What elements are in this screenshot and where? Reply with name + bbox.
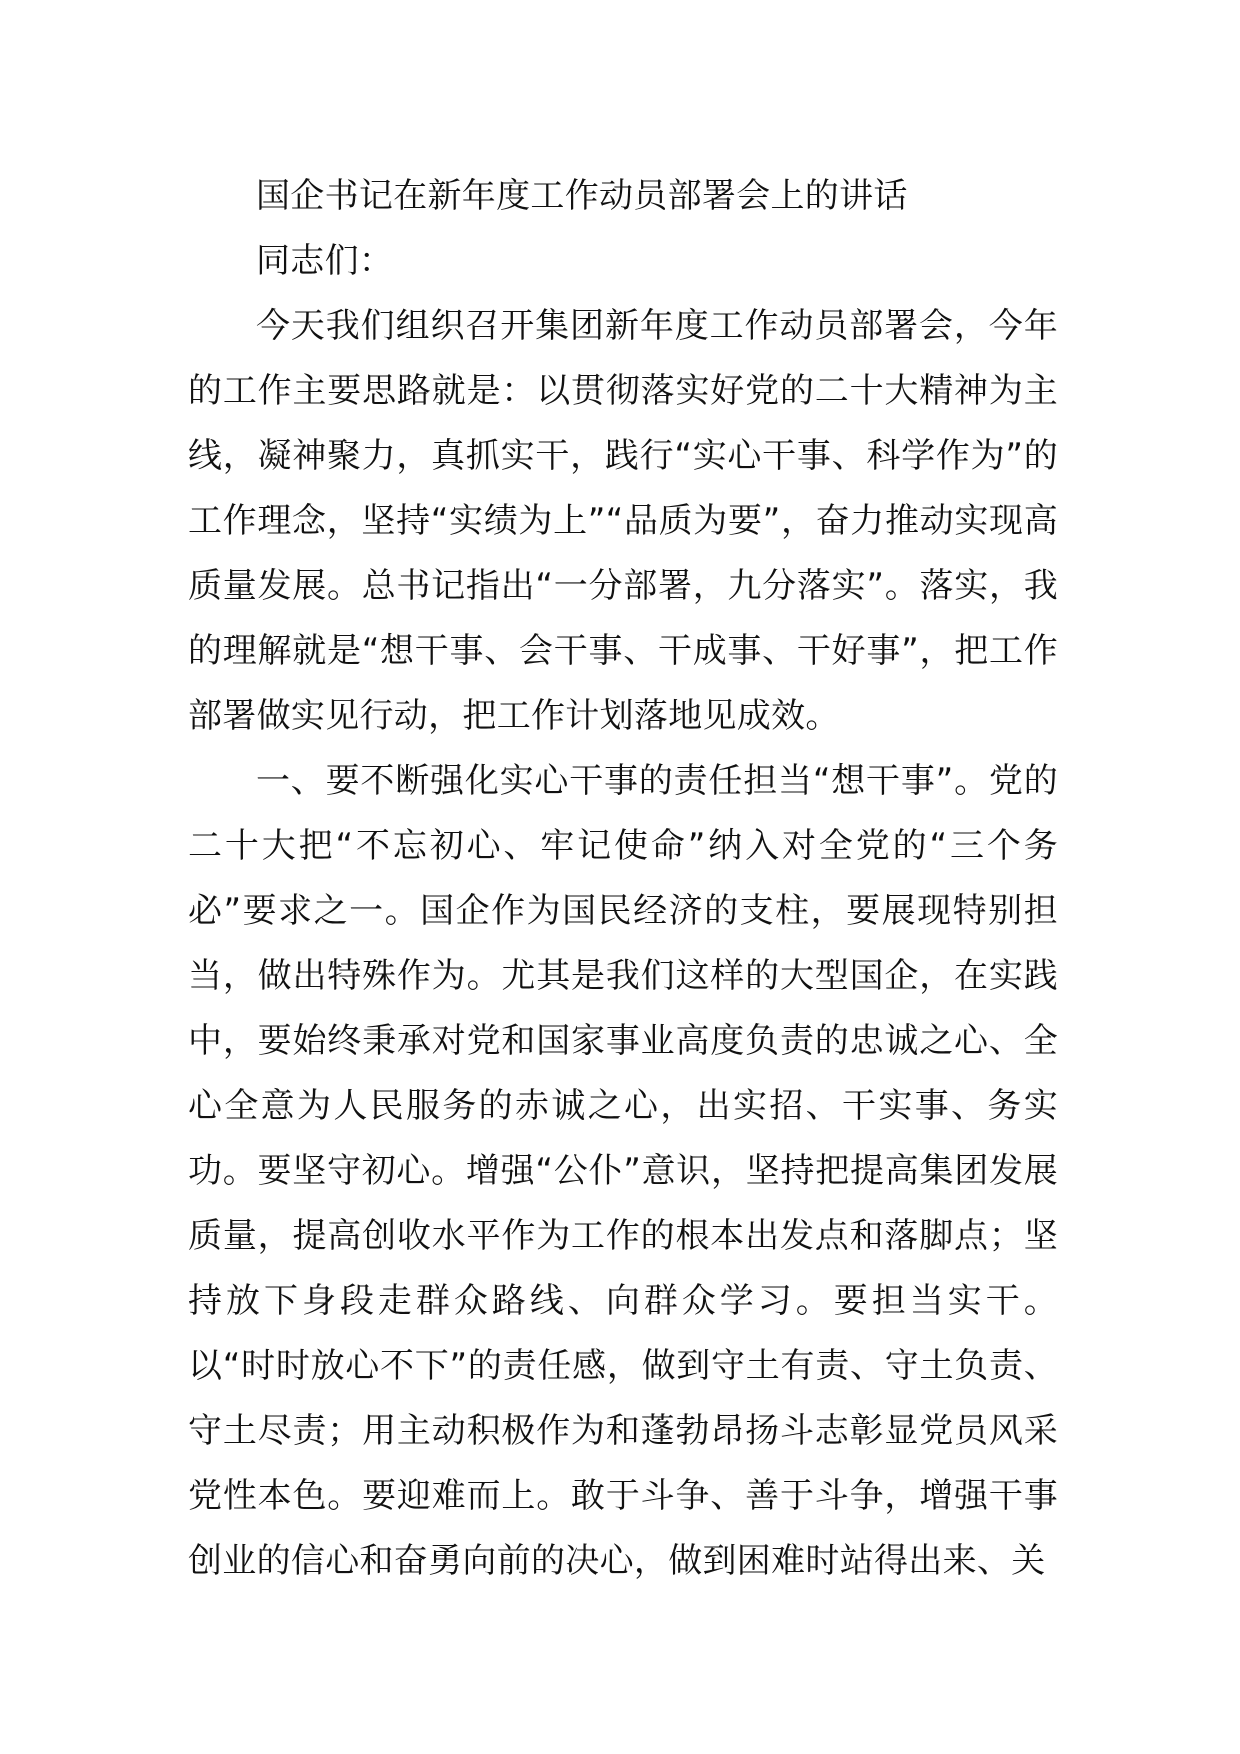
body-paragraph-1: 今天我们组织召开集团新年度工作动员部署会，今年的工作主要思路就是：以贯彻落实好党的二十大精神为主线，凝神聚力，真抓实干，践行“实心干事、科学作为”的工作理念，坚持“实绩为上”“品质为要”，奋力推动实现高质量发展。总书记指出“一分部署，九分落实”。落实，我的理解就是“想干事、会干事、干成事、干好事”，把工作部署做实见行动，把工作计划落地见成效。 bbox=[188, 306, 1058, 736]
salutation: 同志们： bbox=[256, 241, 394, 281]
body-paragraph-2: 一、要不断强化实心干事的责任担当“想干事”。党的二十大把“不忘初心、牢记使命”纳入对全党的“三个务必”要求之一。国企作为国民经济的支柱，要展现特别担当，做出特殊作为。尤其是我们这样的大型国企，在实践中，要始终秉承对党和国家事业高度负责的忠诚之心、全心全意为人民服务的赤诚之心，出实招、干实事、务实功。要坚守初心。增强“公仆”意识，坚持把提高集团发展质量，提高创收水平作为工作的根本出发点和落脚点；坚持放下身段走群众路线、向群众学习。要担当实干。以“时时放心不下”的责任感，做到守土有责、守土负责、守土尽责；用主动积极作为和蓬勃昂扬斗志彰显党员风采党性本色。要迎难而上。敢于斗争、善于斗争，增强干事创业的信心和奋勇向前的决心，做到困难时站得出来、关 bbox=[188, 761, 1058, 1581]
document-body bbox=[188, 164, 1058, 1594]
document-title: 国企书记在新年度工作动员部署会上的讲话 bbox=[256, 176, 908, 216]
